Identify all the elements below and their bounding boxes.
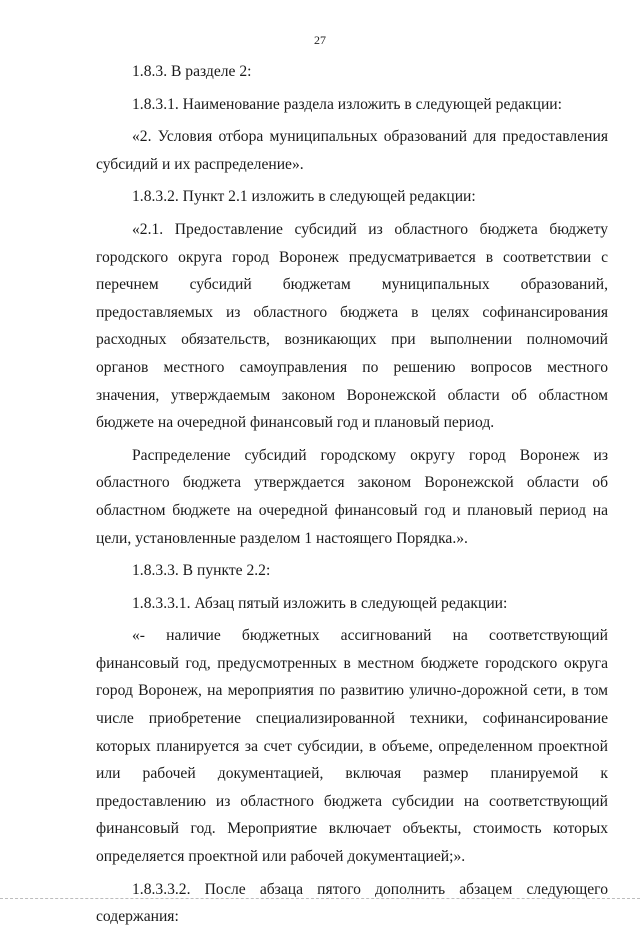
- paragraph-1-8-3-3-2: 1.8.3.3.2. После абзаца пятого дополнить абзацем следующего содержания:: [96, 880, 608, 926]
- paragraph-1-8-3-2: 1.8.3.2. Пункт 2.1 изложить в следующей редакции:: [132, 188, 476, 206]
- paragraph-1-8-3-1: 1.8.3.1. Наименование раздела изложить в следующей редакции:: [132, 95, 562, 113]
- paragraph-budget-allocations: «- наличие бюджетных ассигнований на соответствующий финансовый год, предусмотренных в местном бюджете городского округа город Воронеж, на мероприятия по развитию улично-дорожной сети, в том числе приобретение специализированной техники, софинансирование которых планируется за счет субсидии, в объеме, определенном проектной или рабочей документацией, включая размер планируемой к предоставлению из областного бюджета субсидии на соответствующий финансовый год. Мероприятие включает объекты, стоимость которых определяется проектной или рабочей документацией;».: [96, 627, 608, 866]
- page-bottom-divider: [0, 898, 640, 899]
- paragraph-1-8-3-3-1: 1.8.3.3.1. Абзац пятый изложить в следующей редакции:: [132, 594, 508, 612]
- paragraph-1-8-3-3: 1.8.3.3. В пункте 2.2:: [132, 562, 271, 580]
- paragraph-distribution: Распределение субсидий городскому округу город Воронеж из областного бюджета утверждается законом Воронежской области об областном бюджете на очередной финансовый год и плановый период на цели, установленные разделом 1 настоящего Порядка.».: [96, 446, 608, 547]
- document-body: [96, 58, 608, 936]
- paragraph-section-2-title: «2. Условия отбора муниципальных образований для предоставления субсидий и их распределение».: [96, 128, 608, 173]
- paragraph-1-8-3: 1.8.3. В разделе 2:: [132, 63, 252, 80]
- paragraph-2-1: «2.1. Предоставление субсидий из областного бюджета бюджету городского округа город Воронеж предусматривается в соответствии с перечнем субсидий бюджетам муниципальных образований, предоставляемых из областного бюджета в целях софинансирования расходных обязательств, возникающих при выполнении полномочий органов местного самоуправления по решению вопросов местного значения, утверждаемым законом Воронежской области об областном бюджете на очередной финансовый год и плановый период.: [96, 220, 608, 432]
- page-number: 27: [314, 33, 326, 47]
